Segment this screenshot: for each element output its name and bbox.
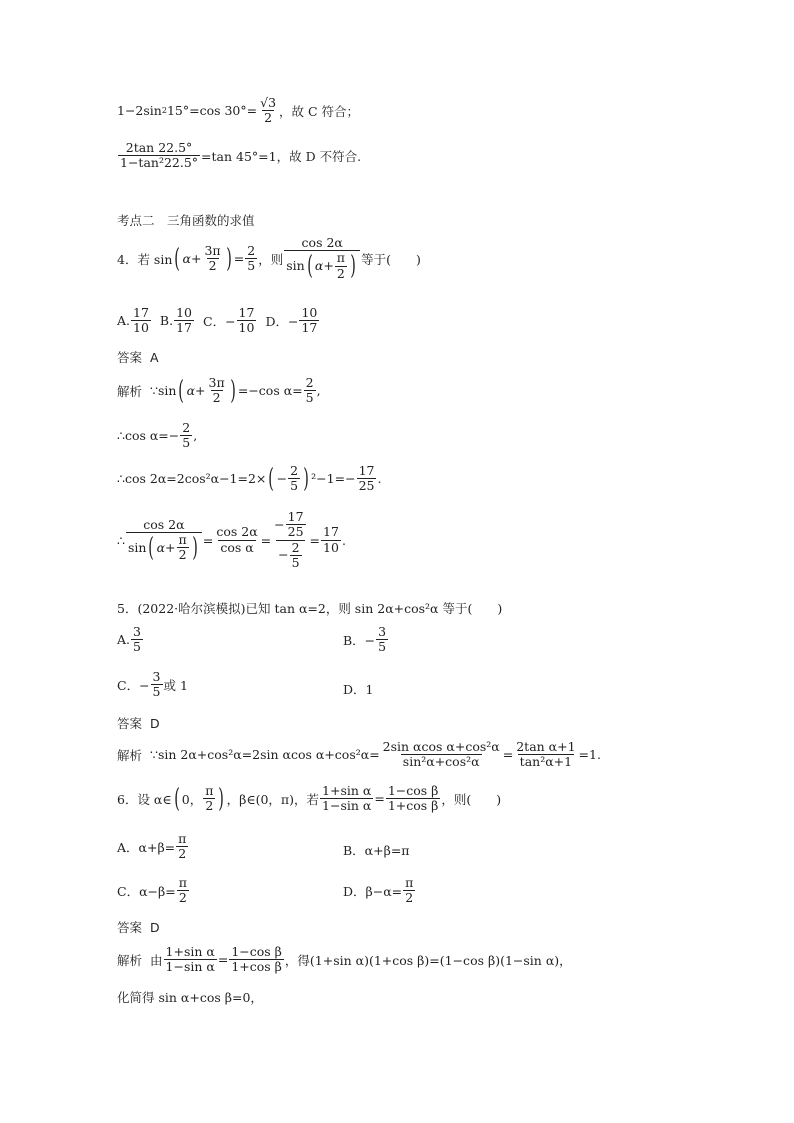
option-label: A. bbox=[117, 313, 131, 329]
option-label: C．− bbox=[117, 677, 150, 693]
fraction bbox=[299, 306, 319, 336]
paren: ) bbox=[303, 463, 309, 494]
paren: ) bbox=[350, 251, 356, 282]
text: 6．设 α∈ bbox=[117, 791, 172, 807]
fraction bbox=[386, 784, 441, 814]
fraction bbox=[174, 306, 194, 336]
denominator: − $\frac{2}{5}$ bbox=[276, 540, 304, 571]
denominator: 2 bbox=[208, 258, 217, 274]
answer-value: D bbox=[150, 919, 160, 935]
numerator: 2sin αcos α+cos²α bbox=[382, 739, 500, 754]
denominator: 1−sin α bbox=[165, 959, 215, 975]
numerator: 3 bbox=[378, 624, 387, 639]
numerator: 10 bbox=[301, 305, 318, 320]
fraction bbox=[176, 832, 188, 862]
numerator: − $\frac{17}{25}$ bbox=[274, 509, 304, 540]
text: = bbox=[233, 251, 245, 267]
paren: ( bbox=[178, 375, 185, 406]
text: ∵sin 2α+cos²α=2sin αcos α+cos²α= bbox=[150, 747, 380, 763]
fraction bbox=[151, 670, 163, 700]
numerator: 1−cos β bbox=[387, 783, 439, 798]
numerator: 3π bbox=[204, 242, 221, 258]
denominator bbox=[126, 532, 202, 563]
denominator: 2 bbox=[178, 890, 187, 906]
option-a[interactable] bbox=[117, 306, 152, 336]
numerator: 3π bbox=[208, 375, 225, 390]
numerator: π bbox=[336, 250, 346, 266]
text: sin bbox=[286, 258, 305, 274]
text: α+ bbox=[186, 383, 206, 399]
numerator: 17 bbox=[287, 509, 304, 524]
text: =tan 45°=1，故 D 不符合. bbox=[201, 148, 362, 164]
denominator: 5 bbox=[182, 435, 191, 451]
text: α+ bbox=[182, 251, 202, 267]
denominator: 5 bbox=[378, 639, 387, 655]
denominator: tan²α+1 bbox=[519, 754, 573, 770]
text: 4．若 sin bbox=[117, 251, 173, 267]
text: ，则 bbox=[258, 251, 284, 267]
text: ∴ bbox=[117, 532, 125, 548]
text: α+ bbox=[156, 539, 176, 555]
denominator: 2 bbox=[205, 798, 214, 814]
numerator: 2 bbox=[182, 420, 191, 435]
text: ∵sin bbox=[150, 383, 177, 399]
question-5-stem: 5．(2022·哈尔滨模拟)已知 tan α=2，则 sin 2α+cos²α 等于( ) bbox=[117, 601, 503, 616]
numerator: 17 bbox=[323, 524, 339, 540]
fraction bbox=[403, 876, 415, 906]
question-6-option-a[interactable] bbox=[117, 832, 189, 862]
denominator: 5 bbox=[152, 684, 161, 700]
numerator: π bbox=[405, 875, 414, 890]
question-5-option-a[interactable] bbox=[117, 625, 144, 655]
text: ，β∈(0，π)，若 bbox=[226, 791, 320, 807]
numerator: 10 bbox=[176, 305, 192, 320]
denominator: 10 bbox=[133, 320, 149, 336]
paren: ( bbox=[307, 251, 313, 282]
denominator: 2 bbox=[212, 390, 221, 406]
denominator: 1−tan²22.5° bbox=[120, 155, 199, 171]
fraction bbox=[290, 541, 302, 571]
numerator: 17 bbox=[358, 463, 375, 478]
numerator: 17 bbox=[238, 305, 255, 320]
text: =1. bbox=[578, 747, 601, 763]
paren: ) bbox=[218, 783, 225, 814]
option-d[interactable] bbox=[265, 306, 320, 336]
fraction bbox=[514, 740, 577, 770]
fraction bbox=[214, 525, 259, 555]
fraction bbox=[320, 784, 373, 814]
question-6-answer bbox=[117, 918, 160, 936]
question-4-solution-2 bbox=[117, 421, 197, 451]
question-5-option-b[interactable] bbox=[343, 625, 389, 655]
numerator: 1+sin α bbox=[165, 944, 215, 959]
question-6-option-b[interactable]: B．α+β=π bbox=[343, 843, 410, 858]
numerator: 1+sin α bbox=[322, 783, 372, 798]
numerator: π bbox=[178, 532, 187, 548]
text: 等于( ) bbox=[361, 251, 421, 267]
option-label: B．− bbox=[343, 632, 376, 648]
question-4-solution-4: ∴ cos 2α sin ( α+ $\frac{\pi}{2}$ ) = $\frac{\cos 2\alpha}{\text{cos α}}$ = − $\frac{17}{25}$ − $\frac{2}{5}$ = $\frac{17}{10}$ . bbox=[117, 509, 346, 571]
text: =−cos α= bbox=[237, 383, 303, 399]
numerator: 2 bbox=[305, 375, 314, 390]
numerator: π bbox=[178, 875, 187, 890]
option-c[interactable] bbox=[203, 306, 257, 336]
question-6-solution-2: 化简得 sin α+cos β=0， bbox=[117, 990, 263, 1005]
fraction bbox=[203, 784, 215, 814]
denominator: 17 bbox=[176, 320, 192, 336]
numerator: 2 bbox=[291, 539, 300, 555]
numerator: π bbox=[205, 783, 214, 798]
text: 或 1 bbox=[163, 677, 188, 693]
denominator: 5 bbox=[291, 555, 300, 571]
fraction bbox=[258, 96, 278, 126]
option-label: A．α+β= bbox=[117, 839, 176, 855]
paren: ( bbox=[148, 532, 155, 563]
denominator: sin²α+cos²α bbox=[402, 754, 480, 770]
denominator: 2 bbox=[178, 846, 187, 862]
fraction bbox=[177, 876, 189, 906]
denominator: 17 bbox=[301, 320, 318, 336]
question-4-stem bbox=[117, 236, 421, 281]
numerator: 2tan α+1 bbox=[516, 739, 576, 754]
numerator: π bbox=[178, 831, 187, 846]
denominator: 1−sin α bbox=[322, 798, 372, 814]
fraction bbox=[284, 236, 360, 281]
option-label: D．β−α= bbox=[343, 883, 403, 899]
text: ，得(1+sin α)(1+cos β)=(1−cos β)(1−sin α)， bbox=[284, 952, 572, 968]
denominator: 2 bbox=[336, 265, 345, 281]
fraction bbox=[376, 625, 388, 655]
fraction bbox=[177, 533, 189, 563]
option-label: B. bbox=[159, 313, 174, 329]
numerator: √3 bbox=[260, 95, 277, 110]
text: . bbox=[341, 532, 346, 548]
answer-value: D bbox=[150, 715, 160, 731]
fraction bbox=[237, 306, 257, 336]
text: α+ bbox=[314, 258, 334, 274]
denominator bbox=[284, 250, 360, 281]
question-5-solution: 解析 ∵sin 2α+cos²α=2sin αcos α+cos²α= $\frac{\text{2sin αcos α+cos²α}}{\text{sin²α+cos²α}}$ = $\frac{\text{2tan α+1}}{\text{tan²α+1}}$ =1. bbox=[117, 739, 601, 770]
numerator: 2tan 22.5° bbox=[125, 140, 193, 155]
text: ∴cos 2α=2cos²α−1=2× bbox=[117, 471, 267, 487]
text: ∴cos α=− bbox=[117, 428, 180, 444]
text: 1−2sin bbox=[117, 103, 162, 119]
section-title: 考点二 三角函数的求值 bbox=[117, 213, 255, 228]
text: 0， bbox=[181, 791, 203, 807]
solution-line-c: 1−2sin 2 15°=cos 30°= $\frac{√3}{2}$ ，故 C 符合； bbox=[117, 95, 360, 126]
fraction bbox=[164, 945, 217, 975]
solution-label: 解析 bbox=[117, 952, 143, 968]
denominator: 25 bbox=[287, 524, 304, 540]
fraction bbox=[335, 251, 347, 281]
question-4-options bbox=[117, 306, 320, 336]
numerator: cos 2α bbox=[216, 524, 258, 540]
question-6-option-d[interactable] bbox=[343, 876, 416, 906]
text: 由 bbox=[150, 952, 163, 968]
text: . bbox=[377, 471, 382, 487]
denominator: 2 bbox=[178, 547, 187, 563]
fraction bbox=[245, 244, 257, 274]
fraction bbox=[118, 141, 200, 171]
fraction bbox=[180, 421, 192, 451]
text: , bbox=[193, 428, 198, 444]
denominator: 25 bbox=[358, 478, 375, 494]
paren: ) bbox=[192, 532, 198, 563]
numerator: 1−cos β bbox=[231, 944, 282, 959]
denominator: cos α bbox=[220, 539, 254, 555]
question-5-option-c[interactable] bbox=[117, 670, 188, 700]
denominator: 1+cos β bbox=[387, 798, 439, 814]
fraction bbox=[381, 740, 502, 770]
denominator: 2 bbox=[405, 890, 414, 906]
fraction bbox=[357, 464, 377, 494]
fraction bbox=[272, 510, 308, 571]
paren: ( bbox=[174, 243, 181, 274]
text: ²−1=− bbox=[311, 471, 356, 487]
numerator: 2 bbox=[290, 463, 299, 478]
question-5-option-d[interactable]: D．1 bbox=[343, 682, 374, 697]
numerator: cos 2α bbox=[143, 516, 185, 532]
fraction bbox=[131, 306, 151, 336]
paren: ) bbox=[229, 375, 236, 406]
solution-label: 解析 bbox=[117, 747, 143, 763]
fraction bbox=[288, 464, 300, 494]
fraction bbox=[321, 525, 341, 555]
option-label: D．− bbox=[265, 313, 299, 329]
paren: ) bbox=[225, 243, 232, 274]
option-label: C．α−β= bbox=[117, 883, 176, 899]
text: ，则( ) bbox=[441, 791, 502, 807]
question-6-solution-1: 解析 由 $\frac{\text{1+sin α}}{\text{1−sin α}}$ = $\frac{\text{1−cos β}}{\text{1+cos β}}$ ，得(1+sin α)(1+cos β)=(1−cos β)(1−sin α)， bbox=[117, 944, 572, 975]
question-6-option-c[interactable] bbox=[117, 876, 190, 906]
option-label: C．− bbox=[203, 313, 236, 329]
denominator: 5 bbox=[290, 478, 299, 494]
denominator: 5 bbox=[305, 390, 314, 406]
text: , bbox=[316, 383, 321, 399]
question-5-answer bbox=[117, 714, 160, 732]
answer-label: 答案 bbox=[117, 920, 143, 935]
question-4-solution-1 bbox=[117, 376, 321, 406]
fraction bbox=[229, 945, 284, 975]
numerator: 3 bbox=[152, 669, 161, 684]
question-4-answer bbox=[117, 348, 159, 366]
solution-label: 解析 bbox=[117, 383, 143, 399]
fraction bbox=[304, 376, 316, 406]
numerator: 17 bbox=[133, 305, 149, 320]
text: ，故 C 符合； bbox=[279, 103, 360, 119]
fraction bbox=[207, 376, 227, 406]
fraction bbox=[131, 625, 143, 655]
answer-label: 答案 bbox=[117, 716, 143, 731]
numerator: cos 2α bbox=[301, 235, 343, 250]
paren: ( bbox=[173, 783, 180, 814]
denominator: 5 bbox=[247, 258, 256, 274]
fraction bbox=[202, 244, 222, 274]
answer-value: A bbox=[150, 349, 159, 365]
solution-line-d bbox=[117, 141, 361, 171]
question-6-stem: 6．设 α∈ ( 0， $\frac{\pi}{2}$ ) ，β∈(0，π)，若 $\frac{\text{1+sin α}}{\text{1−sin α}}$ = $\frac{\text{1−cos β}}{\text{1+cos β}}$ ，则( ) bbox=[117, 783, 502, 814]
fraction bbox=[126, 518, 202, 563]
denominator: 5 bbox=[133, 639, 141, 655]
answer-label: 答案 bbox=[117, 350, 143, 365]
text: sin bbox=[127, 539, 147, 555]
denominator: 10 bbox=[323, 539, 339, 555]
numerator: 3 bbox=[133, 624, 141, 639]
numerator: 2 bbox=[247, 242, 256, 258]
fraction bbox=[286, 510, 306, 540]
denominator: 2 bbox=[264, 110, 273, 126]
paren: ( bbox=[268, 463, 275, 494]
denominator: 1+cos β bbox=[231, 959, 282, 975]
text: 15°=cos 30°= bbox=[166, 103, 258, 119]
option-label: A. bbox=[117, 632, 131, 648]
option-b[interactable] bbox=[160, 306, 195, 336]
denominator: 10 bbox=[238, 320, 255, 336]
question-4-solution-3: ∴cos 2α=2cos²α−1=2× ( − $\frac{2}{5}$ ) ²−1=− $\frac{17}{25}$ . bbox=[117, 463, 382, 494]
